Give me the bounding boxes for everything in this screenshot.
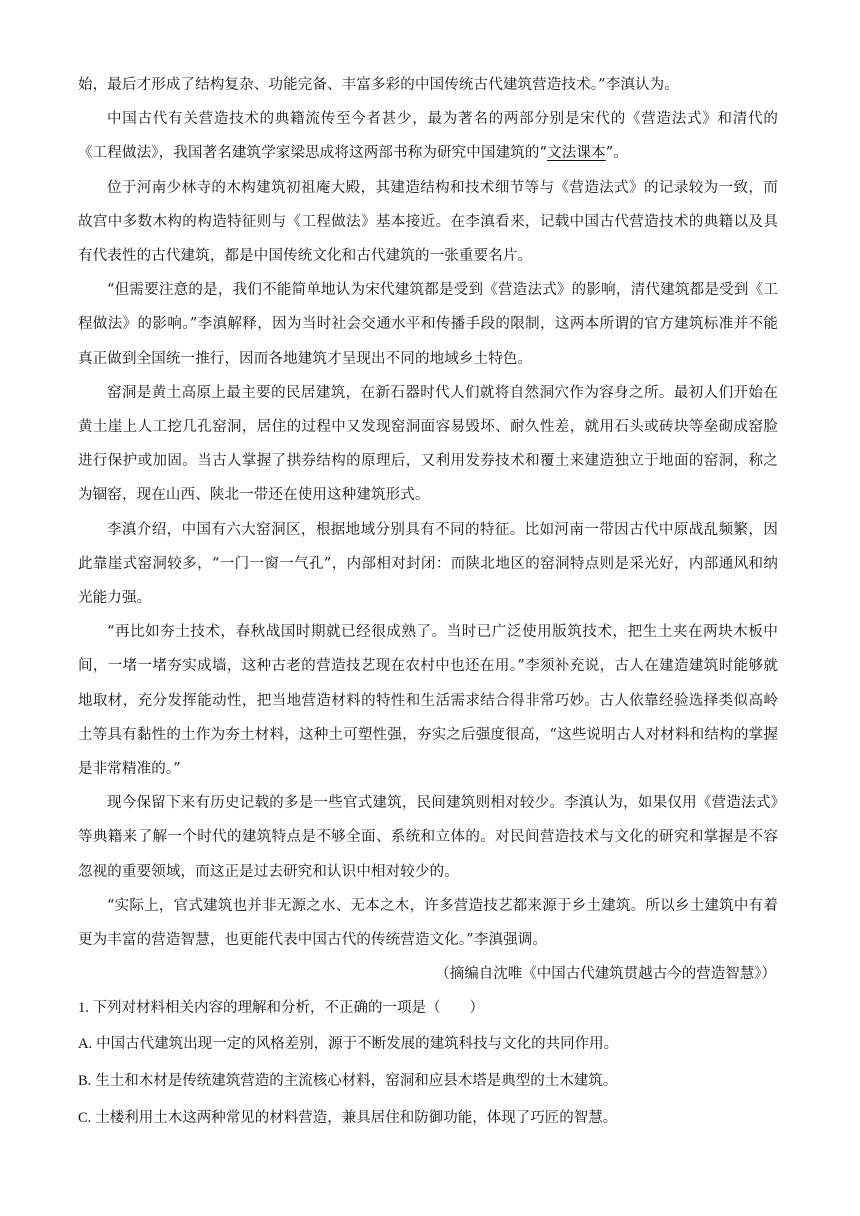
- paragraph-8: 现今保留下来有历史记载的多是一些官式建筑，民间建筑则相对较少。李滇认为，如果仅用《营造法式》等典籍来了解一个时代的建筑特点是不够全面、系统和立体的。对民间营造技术与文化的研究和掌握是不容忽视的重要领域，而这正是过去研究和认识中相对较少的。: [78, 795, 778, 880]
- paragraph-2-tail: ”。: [605, 145, 628, 162]
- option-c-text: 土楼利用土木这两种常见的材料营造，兼具居住和防御功能，体现了巧匠的智慧。: [95, 1109, 618, 1126]
- paragraph-9: “实际上，官式建筑也并非无源之水、无本之木，许多营造技艺都来源于乡土建筑。所以乡土建筑中有着更为丰富的营造智慧，也更能代表中国古代的传统营造文化。”李滇强调。: [78, 897, 778, 949]
- paragraph-5: 窑洞是黄土高原上最主要的民居建筑，在新石器时代人们就将自然洞穴作为容身之所。最初人们开始在黄土崖上人工挖几孔窑洞，居住的过程中又发现窑洞面容易毁坏、耐久性差，就用石头或砖块等垒砌成窑脸进行保护或加固。当古人掌握了拱券结构的原理后，又利用发券技术和覆土来建造独立于地面的窑洞，称之为锢窑，现在山西、陕北一带还在使用这种建筑形式。: [78, 384, 778, 504]
- option-c-letter: C.: [78, 1109, 92, 1126]
- paragraph-4: “但需要注意的是，我们不能简单地认为宋代建筑都是受到《营造法式》的影响，清代建筑都是受到《工程做法》的影响。”李滇解释，因为当时社会交通水平和传播手段的限制，这两本所谓的官方建筑标准并不能真正做到全国统一推行，因而各地建筑才呈现出不同的地域乡土特色。: [78, 282, 778, 367]
- question-stem: 1. 下列对材料相关内容的理解和分析，不正确的一项是（ ）: [78, 1000, 484, 1017]
- paragraph-7: “再比如夯土技术，春秋战国时期就已经很成熟了。当时已广泛使用版筑技术，把生土夹在两块木板中间，一堵一堵夯实成墙，这种古老的营造技艺现在农村中也还在用。”李须补充说，古人在建造建筑时能够就地取材，充分发挥能动性，把当地营造材料的特性和生活需求结合得非常巧妙。古人依靠经验选择类似高岭土等具有黏性的土作为夯土材料，这种土可塑性强，夯实之后强度很高，“这些说明古人对材料和结构的掌握是非常精准的。”: [78, 624, 778, 778]
- document-page: [78, 68, 778, 1137]
- source-citation: （摘编自沈唯《中国古代建筑贯越古今的营造智慧》）: [435, 966, 776, 983]
- underlined-term: 文法课本: [547, 145, 606, 162]
- option-c[interactable]: [78, 1100, 778, 1137]
- paragraph-2-text: 中国古代有关营造技术的典籍流传至今者甚少，最为著名的两部分别是宋代的《营造法式》和清代的《工程做法》，我国著名建筑学家梁思成将这两部书称为研究中国建筑的“: [78, 111, 778, 162]
- option-a[interactable]: [78, 1026, 778, 1063]
- option-b-letter: B.: [78, 1072, 92, 1089]
- paragraph-1: 始，最后才形成了结构复杂、功能完备、丰富多彩的中国传统古代建筑营造技术。”李滇认为。: [78, 77, 679, 93]
- option-b[interactable]: [78, 1063, 778, 1100]
- paragraph-6: 李滇介绍，中国有六大窑洞区，根据地域分别具有不同的特征。比如河南一带因古代中原战乱频繁，因此靠崖式窑洞较多，“一门一窗一气孔”，内部相对封闭：而陕北地区的窑洞特点则是采光好，内部通风和纳光能力强。: [78, 521, 778, 607]
- paragraph-3: 位于河南少林寺的木构建筑初祖庵大殿，其建造结构和技术细节等与《营造法式》的记录较为一致，而故宫中多数木构的构造特征则与《工程做法》基本接近。在李滇看来，记载中国古代营造技术的典籍以及具有代表性的古代建筑，都是中国传统文化和古代建筑的一张重要名片。: [78, 179, 778, 265]
- option-a-letter: A.: [78, 1035, 93, 1052]
- option-b-text: 生土和木材是传统建筑营造的主流核心材料，窑洞和应县木塔是典型的土木建筑。: [95, 1072, 618, 1089]
- option-a-text: 中国古代建筑出现一定的风格差别，源于不断发展的建筑科技与文化的共同作用。: [96, 1035, 619, 1052]
- paragraph-2: [78, 102, 778, 170]
